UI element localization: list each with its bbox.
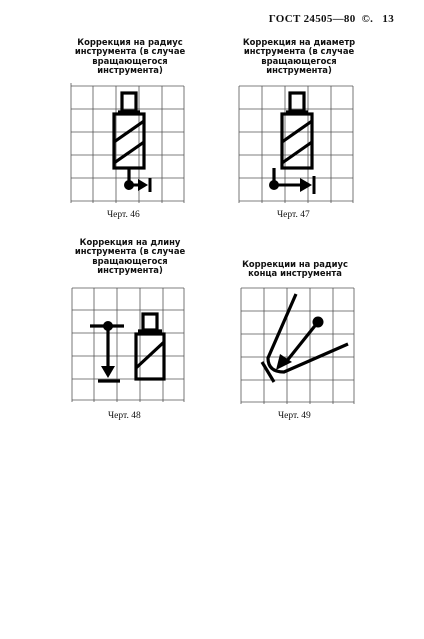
figure-47 <box>224 38 374 78</box>
figure-caption: Коррекция на радиус инструмента (в случае вращающегося инструмента) <box>74 37 186 76</box>
tool-diameter-correction-icon <box>236 83 354 205</box>
figure-label: Черт. 49 <box>278 411 311 421</box>
standard-number: ГОСТ 24505—80 <box>268 13 356 25</box>
figure-caption: Коррекция на диаметр инструмента (в случае вращающегося инструмента) <box>242 37 356 76</box>
figure-label: Черт. 47 <box>277 210 310 220</box>
figure-caption: Коррекции на радиус конца инструмента <box>242 259 348 279</box>
page-header <box>269 13 394 25</box>
page-number: 13 <box>382 13 394 25</box>
figure-label: Черт. 48 <box>108 411 141 421</box>
figure-label: Черт. 46 <box>107 210 140 220</box>
figure-46 <box>55 38 205 78</box>
figure-48 <box>55 238 205 278</box>
tool-radius-correction-icon <box>68 83 186 205</box>
tool-length-correction-icon <box>70 286 186 404</box>
copyright-mark: ©. <box>358 13 380 25</box>
figure-caption: Коррекция на длину инструмента (в случае вращающегося инструмента) <box>74 237 186 276</box>
tool-tip-radius-correction-icon <box>238 286 356 406</box>
